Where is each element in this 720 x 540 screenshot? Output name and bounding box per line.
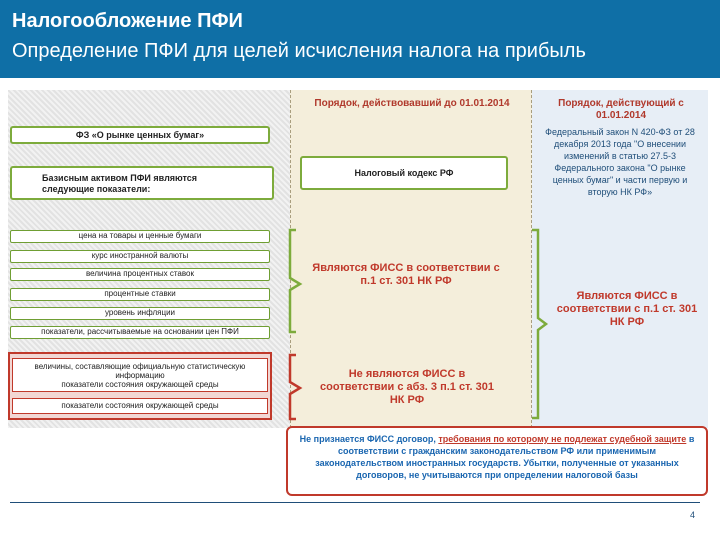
green-bracket-left: [282, 226, 306, 336]
red-item-statistics-line-1: величины, составляющие официальную статистическую: [34, 362, 246, 371]
green-item-rates: процентные ставки: [10, 288, 270, 301]
slide-title: Налогообложение ПФИ: [12, 10, 243, 32]
red-item-statistics-line-3: показатели состояния окружающей среды: [61, 380, 219, 389]
non-fiss-note-rest: в соответствии с гражданским законодательством РФ или применимым законодательством иностранных государств. Убытки, полученные от указанных договоров, не учитываются при определении налоговой базы: [315, 434, 695, 480]
red-item-statistics: [12, 358, 268, 392]
old-not-fiss: Не являются ФИСС в соответствии с абз. 3 п.1 ст. 301 НК РФ: [320, 368, 494, 406]
basis-asset-box: Базисным активом ПФИ являются следующие показатели:: [10, 166, 274, 200]
green-item-rate-level: величина процентных ставок: [10, 268, 270, 281]
green-bracket-right: [526, 226, 550, 422]
non-fiss-note: [286, 426, 708, 496]
page-number: 4: [690, 510, 696, 520]
new-regime-heading: Порядок, действующий с 01.01.2014: [558, 98, 684, 121]
slide-subtitle: Определение ПФИ для целей исчисления налога на прибыль: [12, 40, 586, 62]
old-regime-heading: Порядок, действовавший до 01.01.2014: [314, 98, 510, 109]
footer-line: [10, 502, 700, 503]
old-are-fiss: Являются ФИСС в соответствии с п.1 ст. 301 НК РФ: [312, 262, 500, 287]
red-bracket-left: [282, 352, 306, 422]
red-item-statistics-line-2: информацию: [115, 371, 165, 380]
securities-law-box: ФЗ «О рынке ценных бумаг»: [10, 126, 270, 144]
green-item-currency: курс иностранной валюты: [10, 250, 270, 263]
new-are-fiss: Являются ФИСС в соответствии с п.1 ст. 301 НК РФ: [556, 290, 698, 328]
title-banner: [0, 0, 720, 78]
green-item-inflation: уровень инфляции: [10, 307, 270, 320]
red-item-environment: показатели состояния окружающей среды: [12, 398, 268, 414]
non-fiss-note-highlight: требования по которому не подлежат судебной защите: [438, 434, 687, 444]
green-item-prices: цена на товары и ценные бумаги: [10, 230, 270, 243]
green-item-derived-indicators: показатели, рассчитываемые на основании цен ПФИ: [10, 326, 270, 339]
federal-law-420-text: Федеральный закон N 420-ФЗ от 28 декабря 2013 года "О внесении изменений в статью 27.5-3 Федерального закона "О рынке ценных бумаг" и части первую и вторую НК РФ»: [545, 127, 695, 197]
tax-code-box: Налоговый кодекс РФ: [300, 156, 508, 190]
non-fiss-note-intro: Не признается ФИСС договор,: [299, 434, 439, 444]
